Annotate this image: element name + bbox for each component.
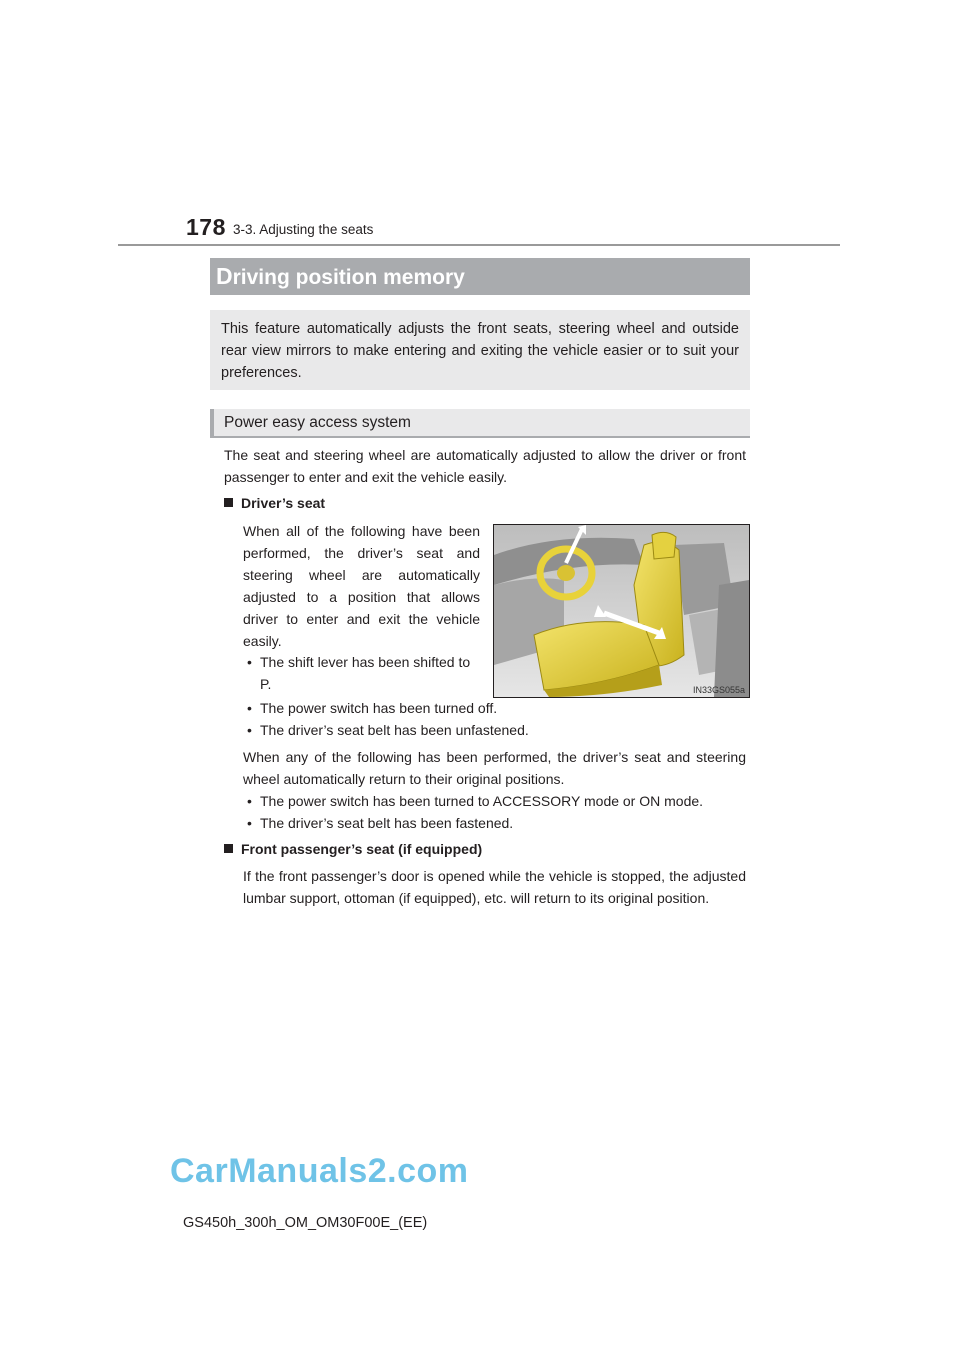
drivers-seat-heading — [224, 492, 325, 514]
list-item — [243, 697, 746, 719]
condition-list-continued — [243, 697, 746, 741]
return-text: When any of the following has been performed, the driver’s seat and steering wheel automatically return to their original positions. — [243, 749, 746, 787]
condition-list — [243, 651, 480, 695]
section-title-initial: D — [216, 263, 233, 289]
seat-illustration-drawing — [494, 525, 749, 697]
figure-code: IN33GS055a — [692, 685, 745, 695]
passenger-seat-heading — [224, 838, 482, 860]
passenger-seat-heading-text: Front passenger’s seat (if equipped) — [241, 841, 483, 857]
return-condition-text: The driver’s seat belt has been fastened. — [260, 815, 514, 831]
bullet-dot-icon: • — [247, 700, 252, 716]
header-rule — [118, 244, 840, 246]
list-item — [243, 651, 480, 695]
bullet-dot-icon: • — [247, 793, 252, 809]
section-title — [210, 258, 750, 295]
bullet-dot-icon: • — [247, 815, 252, 831]
seat-illustration — [493, 524, 750, 698]
list-item — [243, 790, 746, 812]
body-intro: The seat and steering wheel are automatically adjusted to allow the driver or front passenger to enter and exit the vehicle easily. — [224, 447, 746, 485]
bullet-dot-icon: • — [247, 654, 252, 670]
drivers-seat-heading-text: Driver’s seat — [241, 495, 326, 511]
bullet-dot-icon: • — [247, 722, 252, 738]
section-title-rest: riving position memory — [232, 266, 465, 289]
condition-text: The shift lever has been shifted to P. — [260, 654, 471, 692]
condition-text: The power switch has been turned off. — [260, 700, 498, 716]
watermark-logo: CarManuals2.com — [170, 1152, 469, 1190]
page-number: 178 — [186, 214, 226, 240]
drivers-seat-text: When all of the following have been performed, the driver’s seat and steering wheel are automatically adjusted to a position that allows driver to enter and exit the vehicle easily. — [243, 523, 480, 649]
list-item — [243, 812, 746, 834]
passenger-seat-text: If the front passenger’s door is opened while the vehicle is stopped, the adjusted lumbar support, ottoman (if equipped), etc. will return to its original position. — [243, 868, 746, 906]
return-condition-text: The power switch has been turned to ACCESSORY mode or ON mode. — [260, 793, 704, 809]
subheading: Power easy access system — [210, 409, 750, 438]
square-bullet-icon — [224, 498, 233, 507]
list-item — [243, 719, 746, 741]
condition-text: The driver’s seat belt has been unfastened. — [260, 722, 529, 738]
footer-code: GS450h_300h_OM_OM30F00E_(EE) — [183, 1215, 428, 1231]
square-bullet-icon — [224, 844, 233, 853]
section-label: 3-3. Adjusting the seats — [233, 222, 374, 237]
return-condition-list — [243, 790, 746, 834]
intro-box: This feature automatically adjusts the front seats, steering wheel and outside rear view mirrors to make entering and exiting the vehicle easier or to suit your preferences. — [210, 310, 750, 390]
